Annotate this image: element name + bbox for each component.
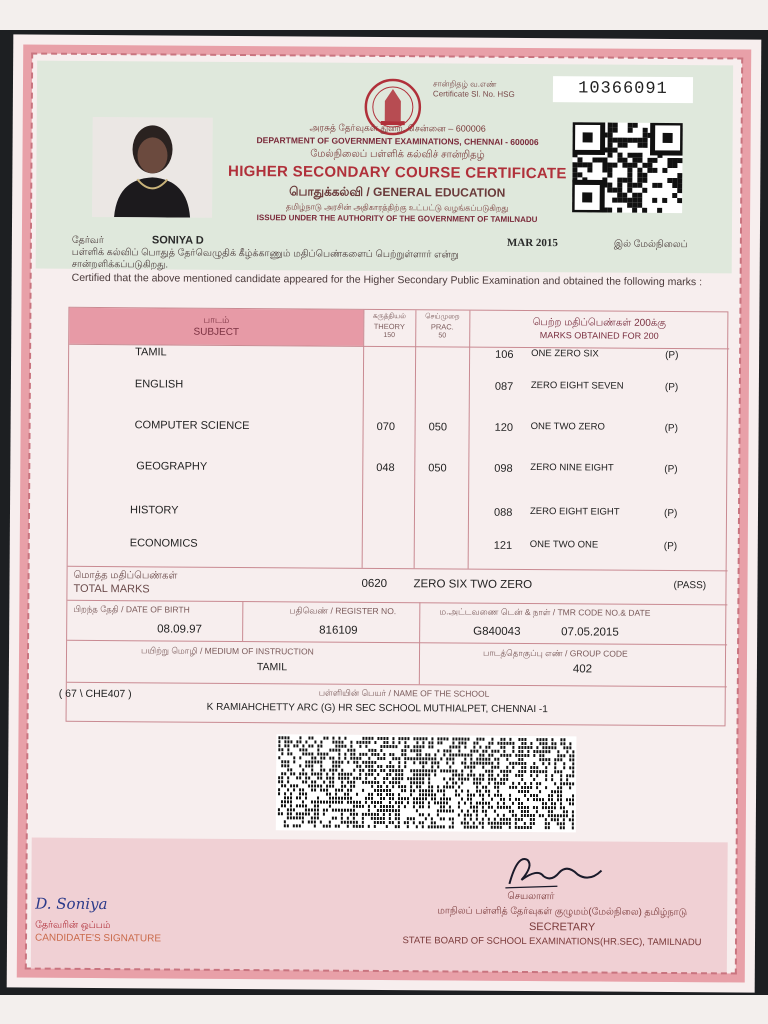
subject-cell: GEOGRAPHY [136,460,208,473]
total-cell: 120 [494,421,514,434]
school-name: K RAMIAHCHETTY ARC (G) HR SEC SCHOOL MUTHIALPET, CHENNAI -1 [206,701,548,716]
subject-cell: HISTORY [129,504,179,517]
regno-value: 816109 [319,624,358,637]
medium-label: பயிற்று மொழி / MEDIUM OF INSTRUCTION [141,645,314,657]
tmr-date: 07.05.2015 [561,626,619,639]
candidate-name: SONIYA D [151,234,204,247]
result-cell: (P) [665,349,679,362]
authority-text: ISSUED UNDER THE AUTHORITY OF THE GOVERNMENT OF TAMILNADU [256,213,538,225]
dob-value: 08.09.97 [157,623,202,636]
secretary-signature-icon [497,846,607,897]
title-tamil: மேல்நிலைப் பள்ளிக் கல்விச் சான்றிதழ் [310,148,485,161]
tamil-text-line3: சான்றளிக்கப்படுகிறது. [71,258,169,271]
total-cell: 088 [493,506,513,519]
result-cell: (P) [664,422,678,435]
words-cell: ZERO EIGHT SEVEN [530,380,624,392]
theory-header-tamil: கருத்தியல் [372,312,406,321]
total-value: 0620 [361,577,388,591]
result-cell: (P) [663,507,678,520]
subject-header: SUBJECT [193,326,240,338]
total-cell: 098 [494,462,513,475]
theory-cell: 048 [376,461,395,475]
words-cell: ONE ZERO SIX [531,348,599,360]
secretary-tamil: செயலாளர் [507,890,555,903]
tamil-text-line2: பள்ளிக் கல்விப் பொதுத் தேர்வெழுதிக் கீழ்க்காணும் மதிப்பெண்களைப் பெற்றுள்ளார் என்று [71,246,459,261]
group-label: பாடத்தொகுப்பு எண் / GROUP CODE [482,647,628,659]
total-label-tamil: மொத்த மதிப்பெண்கள் [73,569,178,582]
theory-cell: 070 [376,420,396,434]
total-cell: 106 [495,348,514,361]
dept-name: DEPARTMENT OF GOVERNMENT EXAMINATIONS, CHENNAI - 600006 [256,135,539,148]
exam-session: MAR 2015 [506,236,558,250]
tmr-code: G840043 [473,625,521,638]
result-cell: (P) [664,381,679,394]
authority-tamil: தமிழ்நாடு அரசின் அதிகாரத்திற்கு உட்பட்டு வழங்கப்படுகிறது [285,202,509,213]
dept-tamil: அரசுத் தேர்வுகள் துறை, சென்னை – 600006 [309,122,486,134]
background-bottom [0,995,768,1024]
total-words: ZERO SIX TWO ZERO [413,578,533,592]
prac-cell: 050 [428,421,448,434]
marks-header-tamil: பெற்ற மதிப்பெண்கள் 200க்கு [532,317,667,329]
school-code: ( 67 \ CHE407 ) [58,687,132,701]
certificate-sheet [7,34,762,992]
subject-cell: TAMIL [135,346,167,359]
prac-max: 50 [438,332,447,340]
subject-header-tamil: பாடம் [203,314,230,325]
prac-cell: 050 [428,462,447,475]
board-tamil: மாநிலப் பள்ளித் தேர்வுகள் குழுமம்(மேல்நிலை) தமிழ்நாடு [437,905,688,919]
words-cell: ZERO EIGHT EIGHT [529,506,620,518]
dob-label: பிறந்த தேதி / DATE OF BIRTH [73,603,190,615]
theory-max: 150 [383,331,396,340]
candidate-sig-tamil: தேர்வரின் ஒப்பம் [35,919,111,932]
result-cell: (P) [664,463,678,476]
words-cell: ONE TWO ONE [529,539,599,551]
barcode-icon [276,734,577,832]
total-label: TOTAL MARKS [73,582,150,596]
total-cell: 087 [494,380,514,393]
candidate-signature: D. Soniya [35,894,108,914]
subject-cell: ECONOMICS [129,537,198,550]
secretary-title: SECRETARY [528,921,596,934]
words-cell: ZERO NINE EIGHT [530,462,614,474]
prac-header-tamil: செய்முறை [425,313,460,321]
qr-code-icon [572,122,683,213]
tamil-text-line1: இல் மேல்நிலைப் [613,238,688,251]
regno-label: பதிவெண் / REGISTER NO. [289,605,397,617]
serial-number: 10366091 [553,76,693,103]
marks-table [58,307,729,727]
tmr-label: ம.அட்டவணை டென் & நாள் / TMR CODE NO.& DATE [439,606,651,618]
stream-title: பொதுக்கல்வி / GENERAL EDUCATION [289,184,506,200]
school-label: பள்ளியின் பெயர் / NAME OF THE SCHOOL [318,687,490,699]
subject-cell: ENGLISH [134,378,184,391]
board-name: STATE BOARD OF SCHOOL EXAMINATIONS(HR.SEC), TAMILNADU [402,935,702,949]
serial-label-tamil: சான்றிதழ் வ.எண் [432,79,497,89]
certificate-title: HIGHER SECONDARY COURSE CERTIFICATE [228,162,567,183]
certified-text: Certified that the above mentioned candidate appeared for the Higher Secondary Public Examination and obtained the following marks : [71,271,703,289]
result-cell: (P) [663,540,678,553]
medium-value: TAMIL [256,661,288,674]
marks-header: MARKS OBTAINED FOR 200 [539,330,659,341]
candidate-photo-image [92,117,213,218]
candidate-label: தேர்வர் [71,234,104,247]
prac-header: PRAC. [430,322,454,332]
words-cell: ONE TWO ZERO [530,421,605,433]
group-value: 402 [572,663,593,676]
candidate-photo [92,117,213,218]
candidate-sig-label: CANDIDATE'S SIGNATURE [34,932,162,945]
serial-label-english: Certificate Sl. No. HSG [432,89,515,99]
background-top [0,0,768,30]
serial-label [433,79,553,100]
subject-cell: COMPUTER SCIENCE [134,419,250,433]
total-cell: 121 [493,539,513,552]
total-result: (PASS) [673,580,707,592]
theory-header: THEORY [373,321,405,332]
